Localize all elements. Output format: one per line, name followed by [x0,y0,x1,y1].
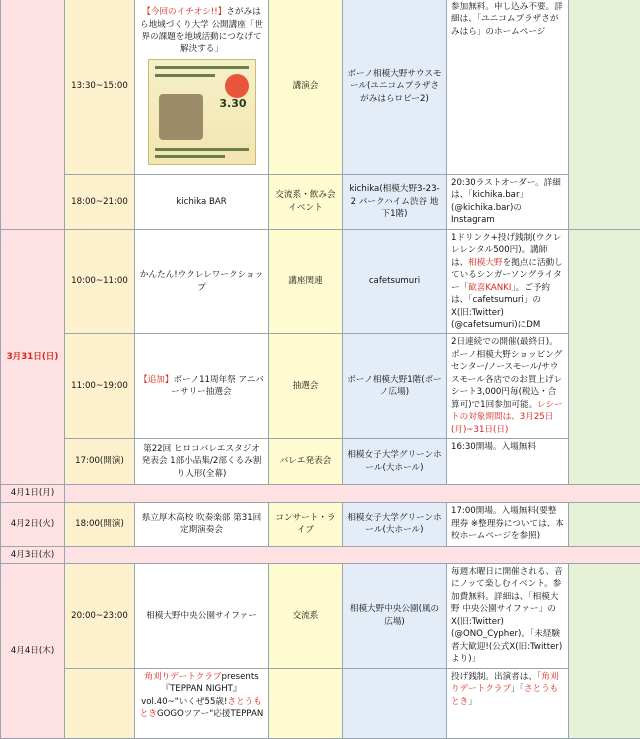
text-segment: 1ドリンク+投げ銭制(ウクレレレンタル500円)。講師は、 [451,233,561,268]
highlight-text: レシートの対象期間は、3月25日(月)~31日(日) [451,400,563,435]
venue-cell: ボーノ相模大野1階(ボーノ広場) [343,334,447,439]
poster-date: 3.30 [219,96,246,112]
note-cell [447,439,569,485]
category-cell: 交流系 [269,563,343,668]
date-cell: 4月4日(木) [1,563,65,738]
highlight-text: さとうもとき [451,684,558,706]
event-cell [135,563,269,668]
date-cell: 4月2日(火) [1,502,65,546]
table-row [1,546,640,563]
text-segment: 参加無料。申し込み不要。詳細は、「ユニコムプラザさがみはら」のホームページ [451,2,563,37]
extra-cell [569,563,640,738]
text-segment: presents『TEPPAN NIGHT』vol.40~"いくぜ55歳! [141,672,259,707]
text-segment: ボーノ11周年祭 アニバーサリー抽選会 [171,375,264,397]
text-segment: 毎週木曜日に開催される、音にノッて楽しむイベント。参加費無料。詳細は、「相模大野 中央公園サイファー」のX(旧:Twitter)(@ONO_Cypher)。「未経験者大歓迎!(公式X(旧:Twitter)より)」 [451,567,563,664]
note-cell [447,175,569,230]
venue-cell [343,668,447,738]
note-cell [447,668,569,738]
extra-cell [569,0,640,229]
event-cell [135,334,269,439]
venue-cell: 相模女子大学グリーンホール(大ホール) [343,439,447,485]
category-cell: 抽選会 [269,334,343,439]
time-cell: 17:00(開演) [65,439,135,485]
event-cell [135,0,269,175]
event-poster-image [148,59,256,165]
text-segment: 16:30開場。入場無料 [451,442,536,452]
time-cell: 20:00~23:00 [65,563,135,668]
text-segment: 」 [468,697,477,707]
text-segment: GOGOツアー"応援TEPPAN [157,709,263,719]
category-cell: 交流系・飲み会イベント [269,175,343,230]
text-segment: かんたん!ウクレレワークショップ [140,270,263,292]
event-cell [135,668,269,738]
time-cell: 10:00~11:00 [65,229,135,334]
venue-cell: 相模大野中央公園(風の広場) [343,563,447,668]
table-row [1,563,640,668]
date-cell: 4月1日(月) [1,485,65,502]
event-cell [135,502,269,546]
note-cell [447,0,569,175]
category-cell: バレエ発表会 [269,439,343,485]
text-segment: さがみはら地域づくり大学 公開講座「世界の課題を地域活動につなげて解決する」 [140,7,263,54]
note-cell [447,334,569,439]
empty-day-cell [65,485,640,502]
poster-photo [159,94,203,140]
note-cell [447,229,569,334]
category-cell: コンサート・ライブ [269,502,343,546]
date-cell [1,0,65,229]
text-segment: 17:00開場。入場無料(要整理券 ※整理券については、本校ホームページを参照) [451,506,564,541]
date-cell: 4月3日(水) [1,546,65,563]
text-segment: 2日連続での開催(最終日)。ボーノ相模大野ショッピングセンター/ノースモール/サウスモール各店でのお買上げレシート3,000円毎(税込・合算可)で1回参加可能。 [451,337,562,409]
table-row [1,0,640,175]
highlight-text: 【今回のイチオシ!!】 [142,7,226,17]
table-row [1,175,640,230]
table-row [1,502,640,546]
event-cell [135,229,269,334]
highlight-text: 【追加】 [139,375,173,385]
time-cell [65,668,135,738]
text-segment: 投げ銭制。出演者は、「 [451,672,541,682]
extra-cell [569,229,640,484]
table-row [1,668,640,738]
text-segment: 20:30ラストオーダー。詳細は、「kichika.bar」(@kichika.bar)のInstagram [451,178,561,225]
text-segment: 第22回 ヒロコバレエスタジオ発表会 1部小品集/2部くるみ割り人形(全幕) [142,444,262,479]
poster-badge-icon [225,74,249,98]
category-cell: 講座関連 [269,229,343,334]
text-segment: を拠点に活動しているシンガーソングライター「 [451,258,563,293]
table-row [1,439,640,485]
venue-cell: cafetsumuri [343,229,447,334]
table-row [1,229,640,334]
highlight-text: 歓喜KANKI [468,283,511,293]
venue-cell: kichika(相模大野3-23-2 パークハイム渋谷 地下1階) [343,175,447,230]
note-cell [447,563,569,668]
date-cell: 3月31日(日) [1,229,65,484]
time-cell: 18:00(開演) [65,502,135,546]
time-cell: 18:00~21:00 [65,175,135,230]
highlight-text: 角刈りデートクラブ [451,672,558,694]
note-cell [447,502,569,546]
text-segment: 相模大野中央公園サイファー [146,611,257,621]
time-cell: 13:30~15:00 [65,0,135,175]
highlight-text: さとうもとき [140,697,262,719]
event-cell [135,439,269,485]
text-segment: 県立厚木高校 吹奏楽部 第31回定期演奏会 [142,513,262,535]
table-row [1,485,640,502]
empty-day-cell [65,546,640,563]
highlight-text: 角刈りデートクラブ [144,672,221,682]
time-cell: 11:00~19:00 [65,334,135,439]
event-cell [135,175,269,230]
table-row [1,334,640,439]
text-segment: kichika BAR [176,197,227,207]
extra-cell [569,502,640,546]
event-title [139,6,264,56]
highlight-text: 相模大野 [468,258,502,268]
category-cell [269,668,343,738]
text-segment: 」。ご予約は、「cafetsumuri」のX(旧:Twitter)(@cafetsumuri)にDM [451,283,550,330]
text-segment: 」「 [511,684,524,694]
venue-cell: 相模女子大学グリーンホール(大ホール) [343,502,447,546]
venue-cell: ボーノ相模大野サウスモール(ユニコムプラザさがみはらロビー2) [343,0,447,175]
category-cell: 講演会 [269,0,343,175]
